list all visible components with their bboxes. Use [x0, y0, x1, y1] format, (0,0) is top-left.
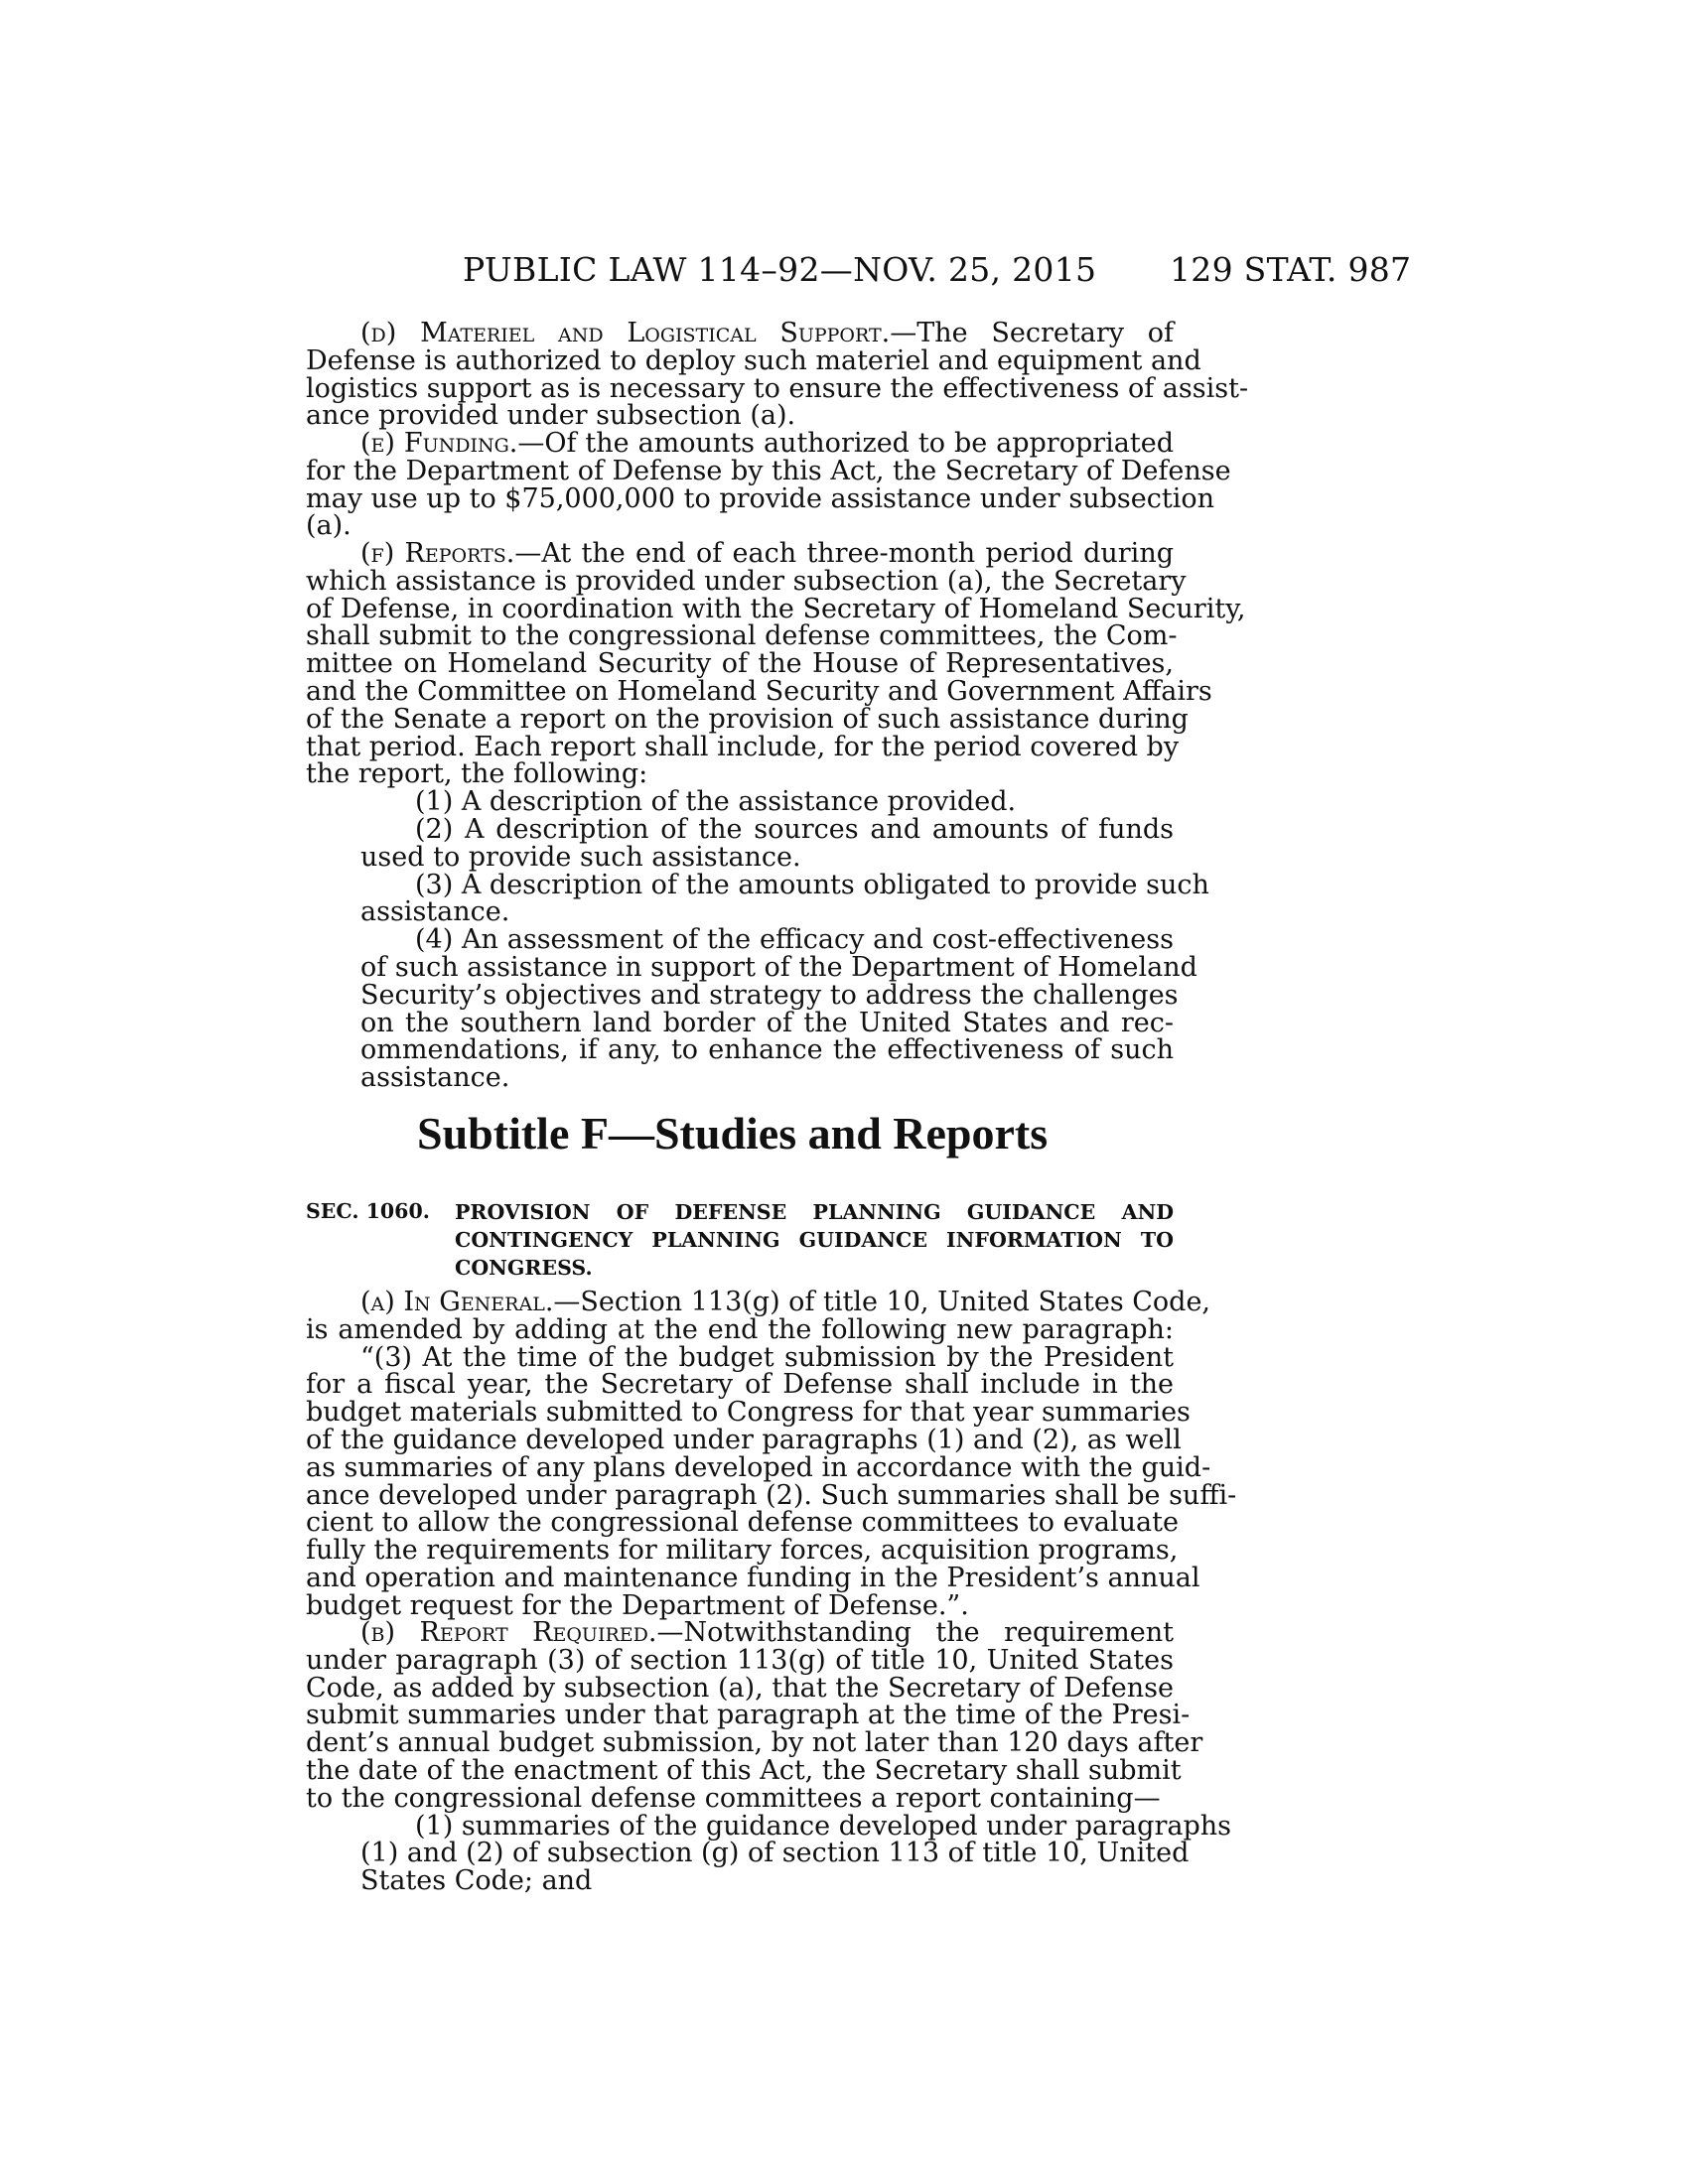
- paragraph-e-heading: (e) Funding.: [360, 428, 518, 459]
- paragraph-e-line-3: may use up to $75,000,000 to provide assistance under subsection: [306, 482, 1214, 514]
- list-item-1: (1) A description of the assistance provided.: [415, 786, 1017, 818]
- paragraph-d-line-2: Defense is authorized to deploy such materiel and equipment and: [306, 344, 1201, 376]
- list-item-4-line: on the southern land border of the United States and rec-: [360, 1007, 1174, 1038]
- paragraph-f-line: of the Senate a report on the provision of such assistance during: [306, 703, 1189, 735]
- subsection-b-line: Code, as added by subsection (a), that the Secretary of Defense: [306, 1672, 1174, 1704]
- section-title-line: CONTINGENCY PLANNING GUIDANCE INFORMATION TO: [455, 1227, 1174, 1252]
- subsection-a-line: “(3) At the time of the budget submission by the President: [360, 1341, 1174, 1373]
- paragraph-d: [306, 318, 1249, 432]
- subsection-b-item-1-line-3: States Code; and: [360, 1865, 593, 1897]
- paragraph-e-line-4: (a).: [306, 510, 352, 542]
- paragraph-f-line-1: [306, 540, 1174, 568]
- list-item-2-line-2: used to provide such assistance.: [360, 841, 801, 873]
- list-item-2-line-1: (2) A description of the sources and amounts of funds: [415, 813, 1174, 845]
- paragraph-f-line: mittee on Homeland Security of the House of Representatives,: [306, 648, 1174, 680]
- text-run: —Notwithstanding the requirement: [656, 1617, 1174, 1648]
- paragraph-d-heading: (d) Materiel and Logistical Support.: [360, 318, 891, 348]
- subsection-a-line-1: [306, 1287, 1211, 1317]
- paragraph-e: [306, 428, 1231, 542]
- subsection-b-line: the date of the enactment of this Act, the Secretary shall submit: [306, 1754, 1182, 1786]
- subsection-a-line: fully the requirements for military forces, acquisition programs,: [306, 1535, 1179, 1567]
- text-run: —The Secretary of: [890, 318, 1174, 348]
- subsection-b-line: under paragraph (3) of section 113(g) of title 10, United States: [306, 1644, 1174, 1676]
- page-header: [0, 250, 1688, 290]
- subsection-a-line: of the guidance developed under paragraphs (1) and (2), as well: [306, 1424, 1182, 1455]
- subsection-b-line: dent’s annual budget submission, by not later than 120 days after: [306, 1727, 1203, 1759]
- section-number: SEC. 1060.: [306, 1199, 430, 1223]
- section-title-line: CONGRESS.: [455, 1255, 593, 1280]
- paragraph-d-line-1: [306, 320, 1174, 347]
- subsection-b-item-1-line-2: (1) and (2) of subsection (g) of section 113 of title 10, United: [360, 1838, 1190, 1869]
- subsection-b-line-1: [306, 1619, 1174, 1647]
- subsection-b-line: to the congressional defense committees a report containing—: [306, 1782, 1161, 1814]
- running-title: PUBLIC LAW 114–92—NOV. 25, 2015: [463, 250, 1097, 289]
- paragraph-f-line: of Defense, in coordination with the Secretary of Homeland Security,: [306, 593, 1246, 624]
- paragraph-d-line-3: logistics support as is necessary to ensure the effectiveness of assist-: [306, 372, 1249, 404]
- list-item-3-line-2: assistance.: [360, 896, 510, 928]
- paragraph-f-line: which assistance is provided under subsection (a), the Secretary: [306, 565, 1187, 597]
- stat-page-number: 129 STAT. 987: [1170, 250, 1412, 289]
- paragraph-d-line-4: ance provided under subsection (a).: [306, 400, 796, 432]
- text-run: —Section 113(g) of title 10, United States Code,: [553, 1287, 1211, 1317]
- text-run: Subtitle F—Studies and Reports: [417, 1108, 1049, 1159]
- subsection-b: [306, 1617, 1231, 1897]
- subsection-a-line: is amended by adding at the end the following new paragraph:: [306, 1313, 1174, 1345]
- paragraph-f-line: and the Committee on Homeland Security and Government Affairs: [306, 675, 1212, 707]
- subsection-b-line: submit summaries under that paragraph at the time of the Presi-: [306, 1700, 1191, 1731]
- paragraph-e-line-2: for the Department of Defense by this Act, the Secretary of Defense: [306, 455, 1231, 486]
- paragraph-f-line: that period. Each report shall include, for the period covered by: [306, 731, 1180, 762]
- list-item-4-line: ommendations, if any, to enhance the effectiveness of such: [360, 1034, 1174, 1066]
- subsection-a-line: budget request for the Department of Defense.”.: [306, 1589, 969, 1621]
- paragraph-f-line: the report, the following:: [306, 758, 648, 790]
- text-run: —At the end of each three-month period during: [514, 538, 1174, 569]
- subsection-a-line: cient to allow the congressional defense committees to evaluate: [306, 1507, 1179, 1539]
- subsection-a: [306, 1287, 1237, 1621]
- subsection-a-line: ance developed under paragraph (2). Such summaries shall be suffi-: [306, 1479, 1237, 1511]
- paragraph-f-heading: (f) Reports.: [360, 538, 515, 569]
- subsection-a-heading: (a) In General.: [360, 1287, 554, 1317]
- subsection-a-line: and operation and maintenance funding in the President’s annual: [306, 1562, 1200, 1593]
- list-item-4-line: of such assistance in support of the Department of Homeland: [360, 951, 1197, 983]
- subsection-b-heading: (b) Report Required.: [360, 1617, 657, 1648]
- subsection-b-item-1-line-1: (1) summaries of the guidance developed under paragraphs: [415, 1810, 1231, 1842]
- section-title: [455, 1199, 1174, 1282]
- text-run: —Of the amounts authorized to be appropriated: [517, 428, 1174, 459]
- list-item-4-line: assistance.: [360, 1062, 510, 1094]
- list-item-4-line: Security’s objectives and strategy to address the challenges: [360, 979, 1179, 1011]
- list-item-4-line-1: (4) An assessment of the efficacy and cost-effectiveness: [415, 924, 1174, 956]
- paragraph-e-line-1: [306, 430, 1174, 458]
- list-item-3-line-1: (3) A description of the amounts obligated to provide such: [415, 869, 1209, 900]
- paragraph-f: [306, 538, 1246, 1094]
- section-title-line: PROVISION OF DEFENSE PLANNING GUIDANCE AND: [455, 1200, 1174, 1224]
- paragraph-f-line: shall submit to the congressional defense committees, the Com-: [306, 620, 1178, 652]
- subsection-a-line: for a fiscal year, the Secretary of Defense shall include in the: [306, 1369, 1174, 1401]
- subsection-a-line: budget materials submitted to Congress for that year summaries: [306, 1397, 1191, 1429]
- subsection-a-line: as summaries of any plans developed in accordance with the guid-: [306, 1451, 1211, 1483]
